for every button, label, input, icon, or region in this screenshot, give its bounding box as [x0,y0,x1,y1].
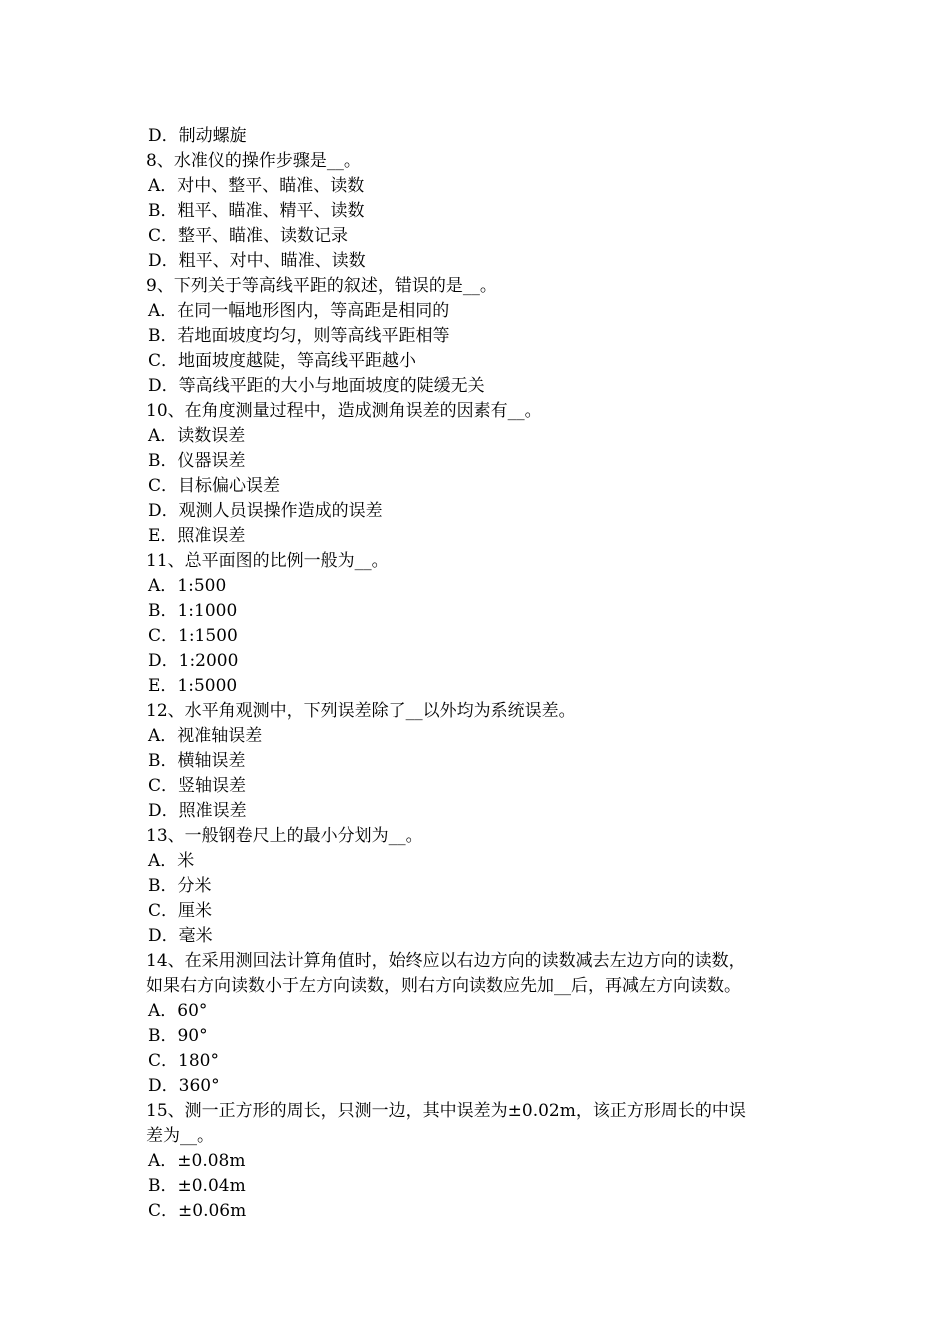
answer-option: A．1:500 [148,576,227,596]
answer-option: C．目标偏心误差 [148,476,281,496]
answer-option: B．横轴误差 [148,751,246,771]
answer-option: D．360° [148,1076,220,1096]
answer-option: A．读数误差 [148,426,246,446]
question-text: 9、下列关于等高线平距的叙述，错误的是__。 [146,276,497,296]
question-text: 8、水准仪的操作步骤是__。 [146,151,361,171]
answer-option: A．60° [148,1001,208,1021]
answer-option: D．等高线平距的大小与地面坡度的陡缓无关 [148,376,485,396]
answer-option: B．粗平、瞄准、精平、读数 [148,201,365,221]
answer-option: A．在同一幅地形图内，等高距是相同的 [148,301,450,321]
question-text: 10、在角度测量过程中，造成测角误差的因素有__。 [146,401,542,421]
answer-option: D．照准误差 [148,801,247,821]
question-text: 15、测一正方形的周长，只测一边，其中误差为±0.02m，该正方形周长的中误 [146,1101,746,1121]
question-text: 如果右方向读数小于左方向读数，则右方向读数应先加__后，再减左方向读数。 [146,976,741,996]
question-text: 13、一般钢卷尺上的最小分划为__。 [146,826,423,846]
answer-option: C．1:1500 [148,626,238,646]
question-text: 12、水平角观测中，下列误差除了__以外均为系统误差。 [146,701,576,721]
answer-option: C．地面坡度越陡，等高线平距越小 [148,351,417,371]
answer-option: B．分米 [148,876,212,896]
answer-option: D．观测人员误操作造成的误差 [148,501,383,521]
answer-option: C．竖轴误差 [148,776,247,796]
question-text: 差为__。 [146,1126,214,1146]
answer-option: B．1:1000 [148,601,238,621]
answer-option: A．对中、整平、瞄准、读数 [148,176,365,196]
answer-option: C．整平、瞄准、读数记录 [148,226,349,246]
answer-option: D．毫米 [148,926,213,946]
answer-option: A．±0.08m [148,1151,246,1171]
answer-option: C．±0.06m [148,1201,247,1221]
answer-option: C．180° [148,1051,219,1071]
answer-option: A．米 [148,851,195,871]
answer-option: C．厘米 [148,901,213,921]
answer-option: B．±0.04m [148,1176,246,1196]
answer-option: E．1:5000 [148,676,238,696]
answer-option: D．粗平、对中、瞄准、读数 [148,251,366,271]
answer-option: B．仪器误差 [148,451,246,471]
answer-option: D．1:2000 [148,651,239,671]
question-list [146,124,826,1224]
question-text: 11、总平面图的比例一般为__。 [146,551,389,571]
answer-option: A．视准轴误差 [148,726,263,746]
answer-option: B．90° [148,1026,208,1046]
answer-option: E．照准误差 [148,526,246,546]
answer-option: D．制动螺旋 [148,126,247,146]
question-text: 14、在采用测回法计算角值时，始终应以右边方向的读数减去左边方向的读数， [146,951,746,971]
answer-option: B．若地面坡度均匀，则等高线平距相等 [148,326,450,346]
